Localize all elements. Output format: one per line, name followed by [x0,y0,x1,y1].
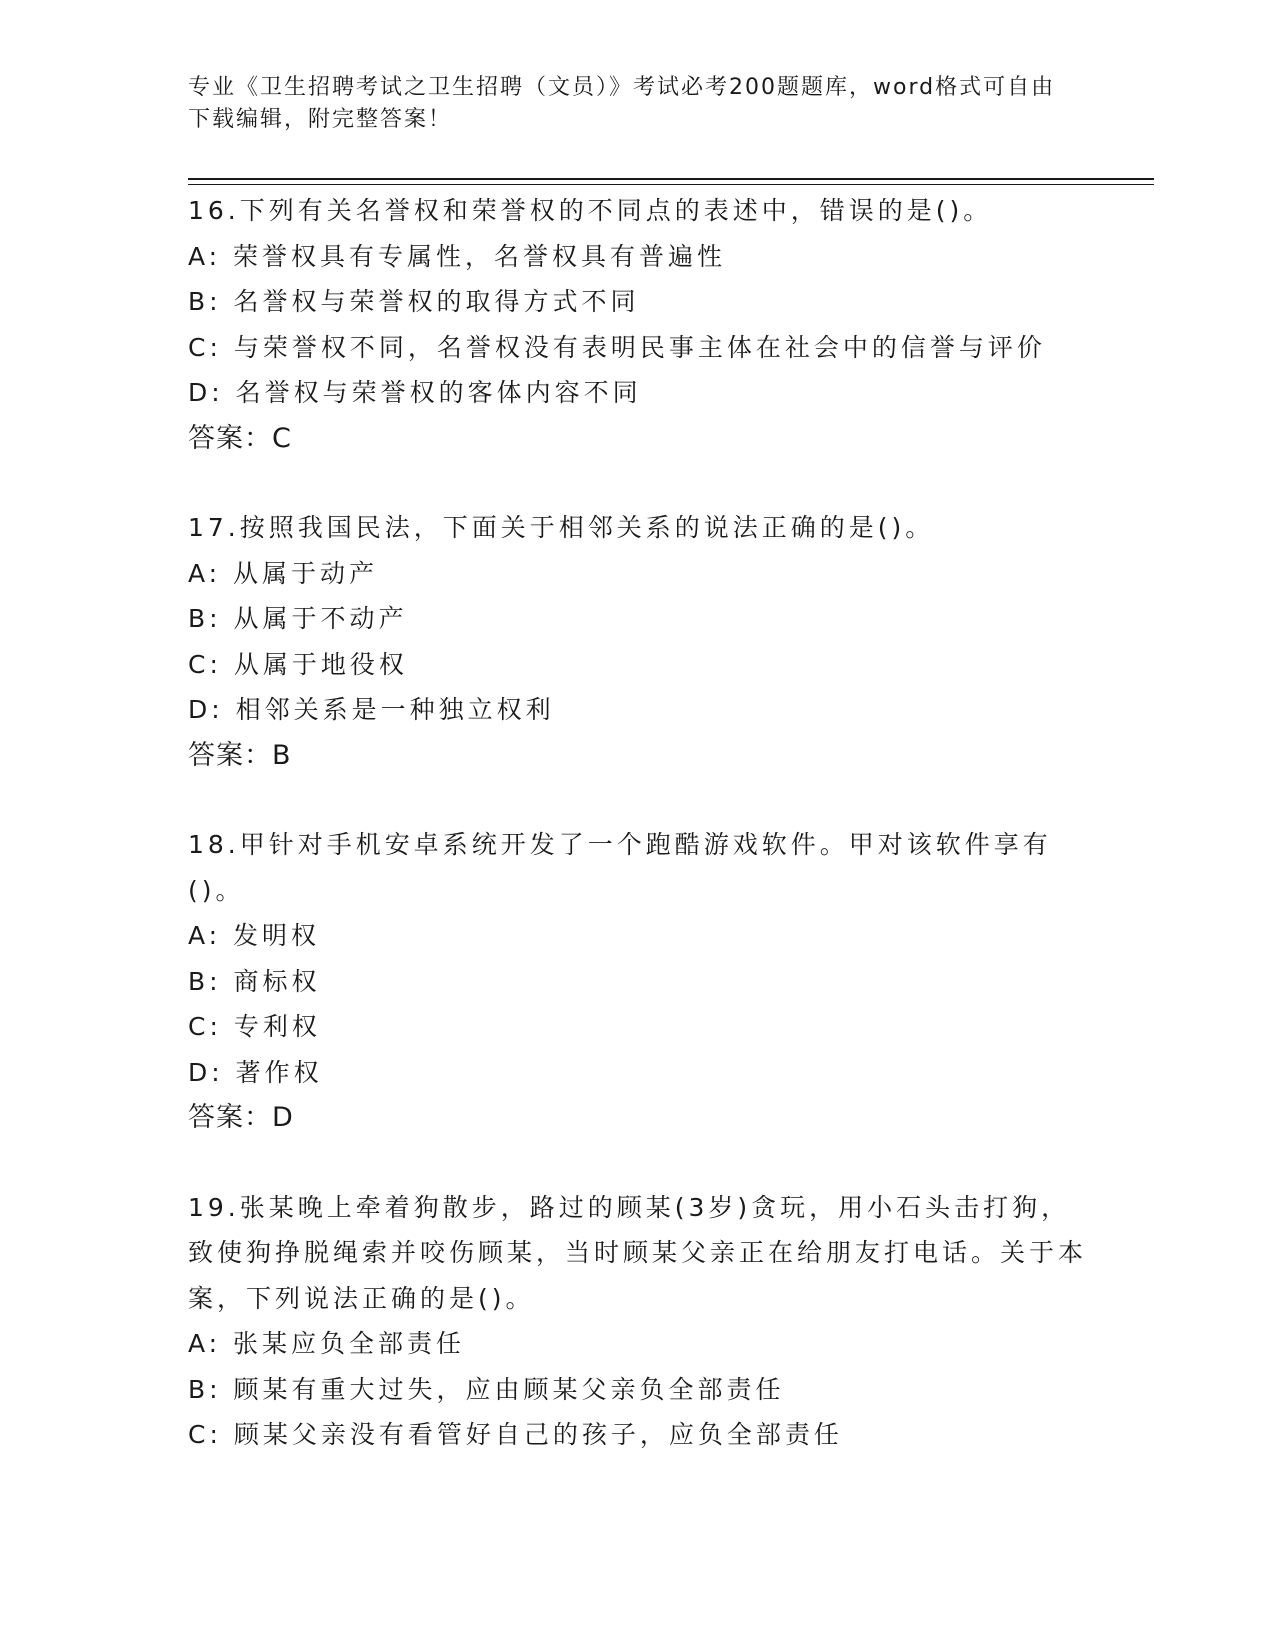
option-c: C: 顾某父亲没有看管好自己的孩子，应负全部责任 [188,1420,843,1449]
question-17 [188,505,1088,778]
question-18 [188,822,1088,1141]
option-c: C: 从属于地役权 [188,649,408,679]
option-b: B: 名誉权与荣誉权的取得方式不同 [188,287,640,316]
option-d: D: 著作权 [188,1057,323,1087]
option-a: A: 张某应负全部责任 [188,1329,466,1358]
question-stem: 17.按照我国民法，下面关于相邻关系的说法正确的是()。 [188,513,935,542]
question-stem: 18.甲针对手机安卓系统开发了一个跑酷游戏软件。甲对该软件享有()。 [188,830,1052,905]
answer-line: 答案：C [188,422,292,454]
option-a: A: 荣誉权具有专属性，名誉权具有普遍性 [188,241,727,271]
header-divider-thick [188,178,1154,180]
question-list [188,188,1088,1502]
option-c: C: 专利权 [188,1012,321,1041]
question-stem: 16.下列有关名誉权和荣誉权的不同点的表述中，错误的是()。 [188,196,993,225]
option-a: A: 发明权 [188,921,321,950]
option-c: C: 与荣誉权不同，名誉权没有表明民事主体在社会中的信誉与评价 [188,332,1046,362]
document-intro: 专业《卫生招聘考试之卫生招聘（文员）》考试必考200题题库，word格式可自由下载编辑，附完整答案！ [188,75,1056,132]
option-d: D: 名誉权与荣誉权的客体内容不同 [188,378,642,407]
answer-line: 答案：D [188,1102,294,1133]
header-divider-thin [188,184,1154,185]
answer-line: 答案：B [188,739,292,771]
question-19 [188,1185,1088,1458]
option-d: D: 相邻关系是一种独立权利 [188,695,555,724]
question-stem: 19.张某晚上牵着狗散步，路过的顾某(3岁)贪玩，用小石头击打狗，致使狗挣脱绳索并咬伤顾某，当时顾某父亲正在给朋友打电话。关于本案，下列说法正确的是()。 [188,1192,1088,1313]
option-b: B: 从属于不动产 [188,604,408,633]
option-b: B: 商标权 [188,966,321,996]
question-16 [188,188,1088,461]
option-b: B: 顾某有重大过失，应由顾某父亲负全部责任 [188,1374,785,1404]
option-a: A: 从属于动产 [188,558,379,588]
